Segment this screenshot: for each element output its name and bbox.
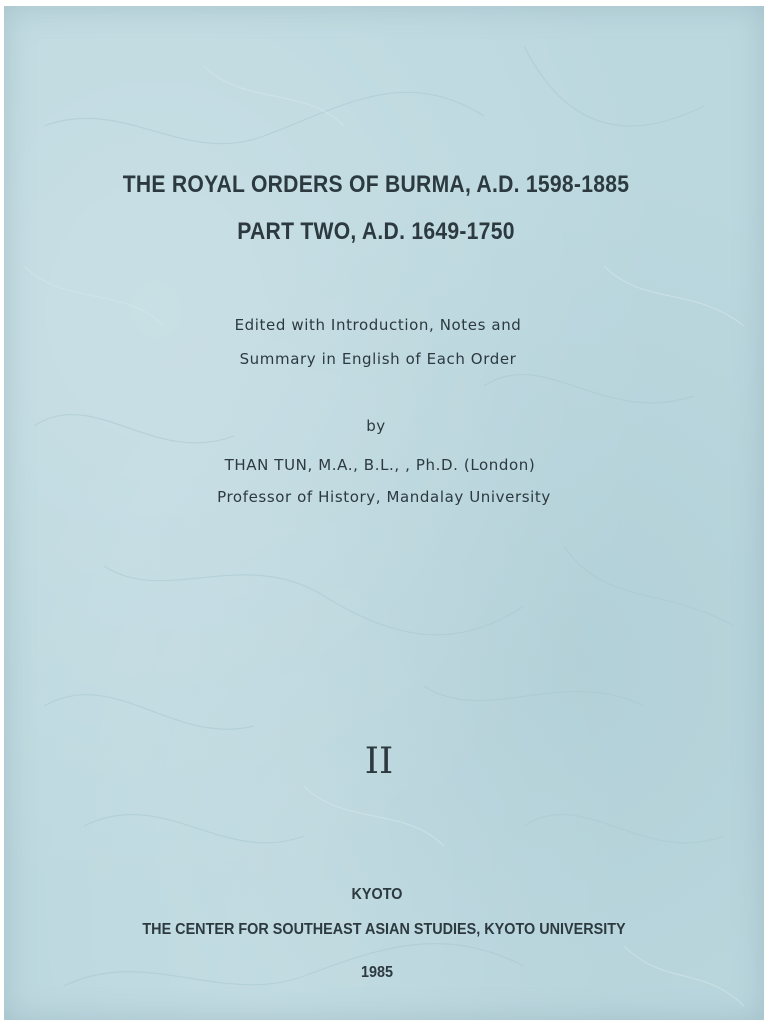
author-name: THAN TUN, M.A., B.L., , Ph.D. (London) [224,456,536,474]
publisher-city: KYOTO [351,886,403,903]
volume-number: II [364,741,394,782]
subtitle-line-1: Edited with Introduction, Notes and [234,316,522,334]
author-affiliation: Professor of History, Mandalay University [217,488,551,506]
title-line-2: PART TWO, A.D. 1649-1750 [237,218,515,245]
by-label: by [366,417,386,435]
publication-year: 1985 [360,964,394,981]
publisher-name: THE CENTER FOR SOUTHEAST ASIAN STUDIES, KYOTO UNIVERSITY [142,921,626,938]
book-cover [4,6,764,1020]
subtitle-line-2: Summary in English of Each Order [239,350,517,368]
title-line-1: THE ROYAL ORDERS OF BURMA, A.D. 1598-1885 [122,171,630,198]
leather-texture [4,6,764,1020]
